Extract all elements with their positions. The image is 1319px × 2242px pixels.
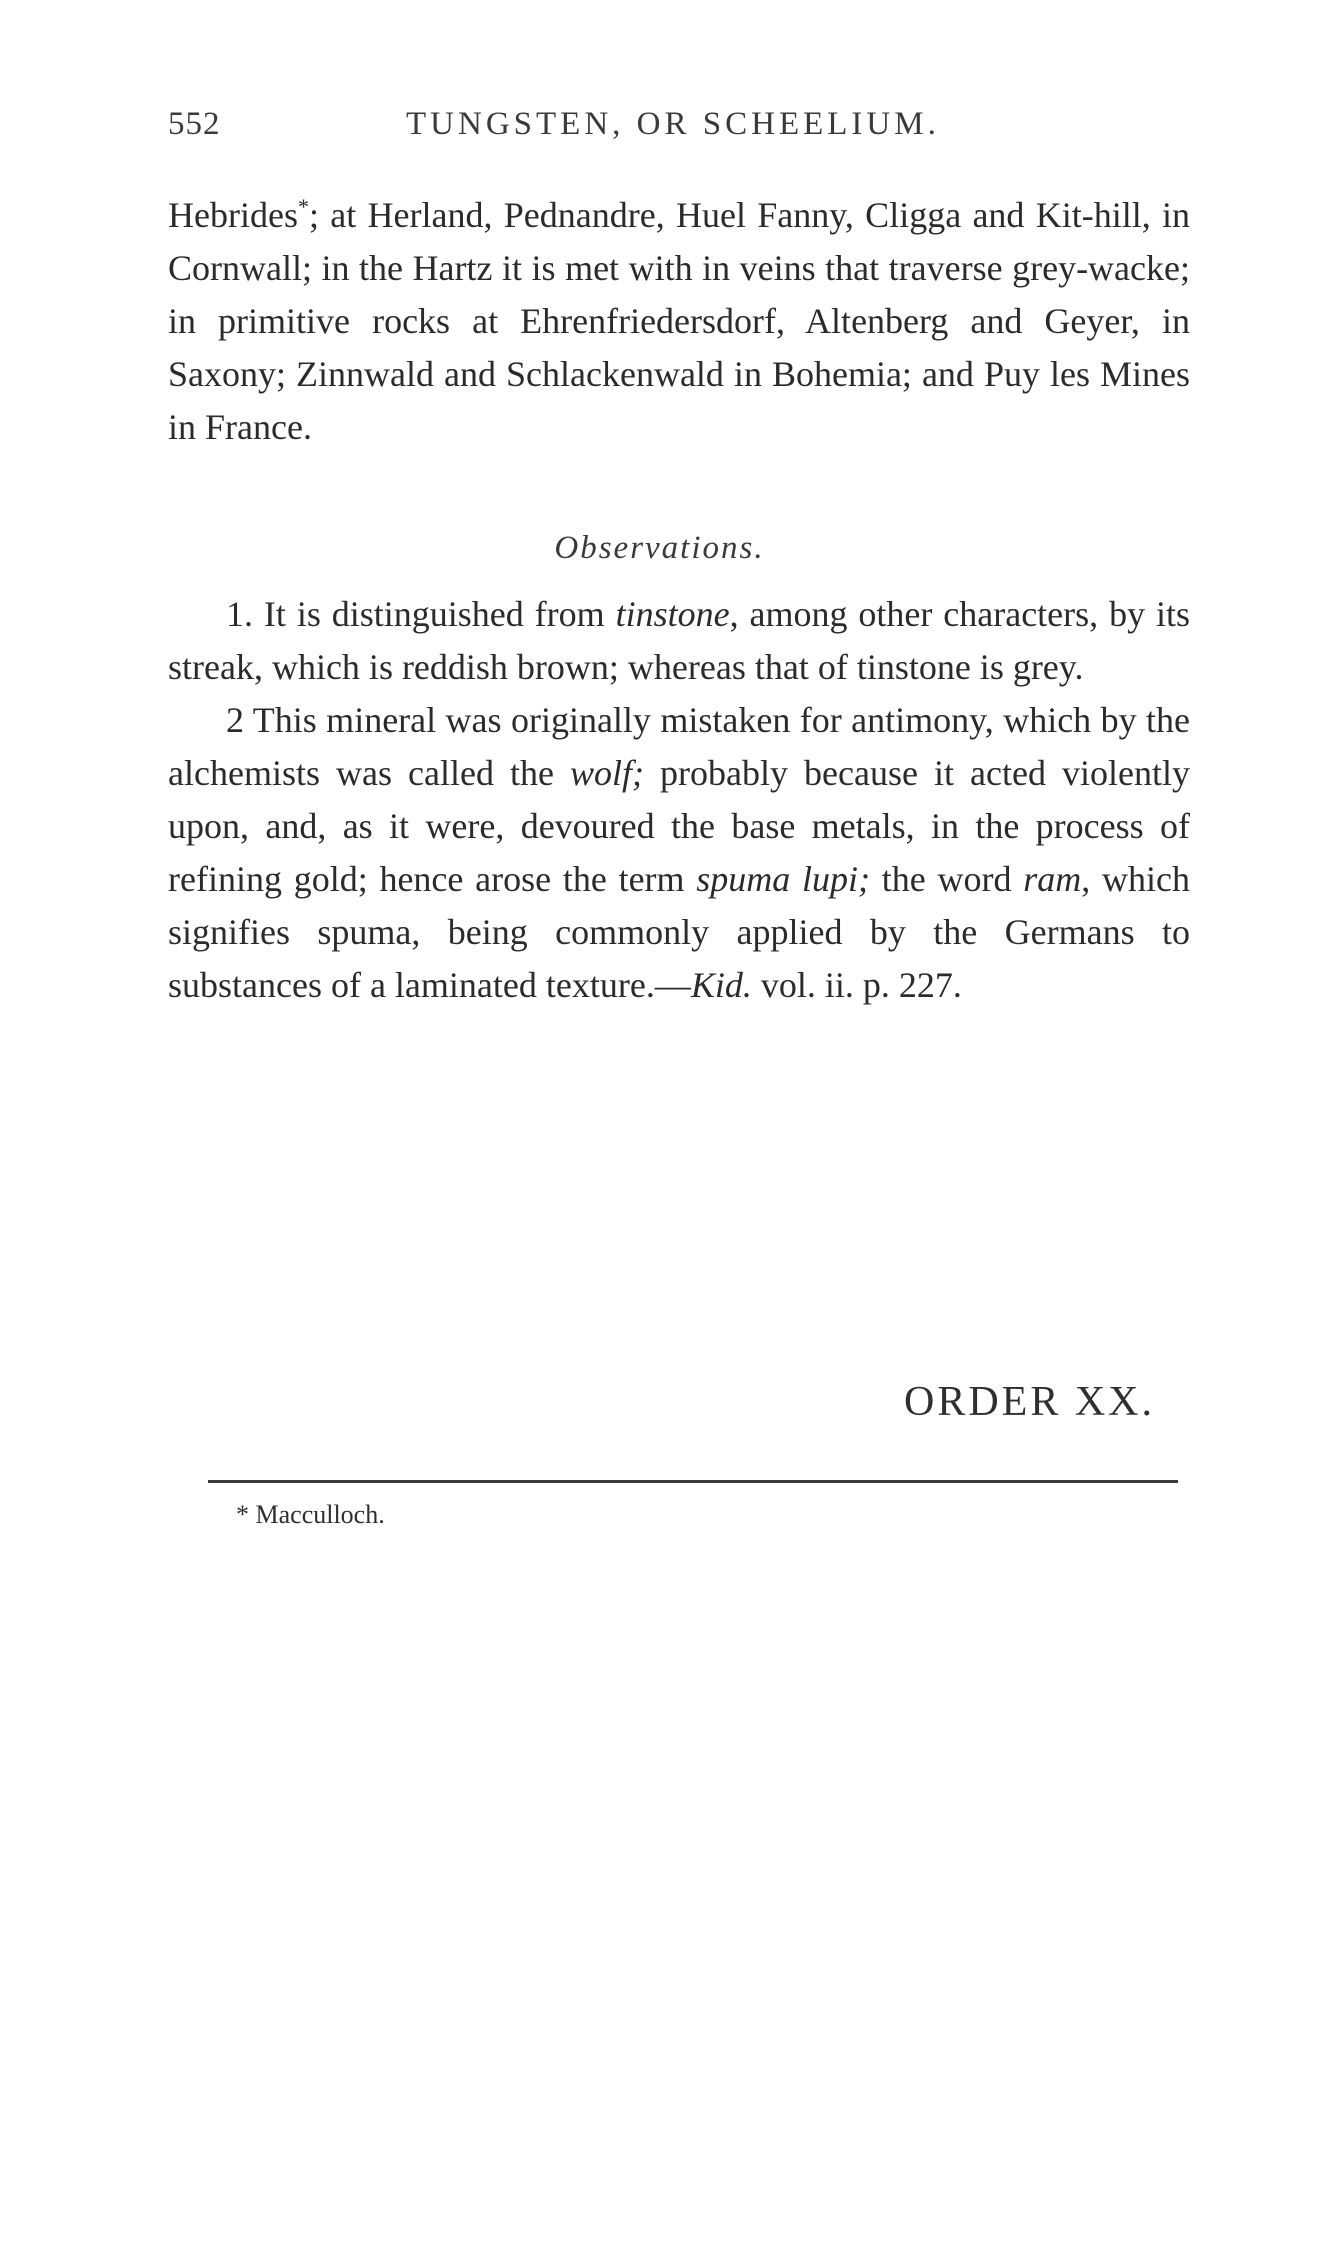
paragraph-text-b: ; at Herland, Pednandre, Huel Fanny, Cligga and Kit-hill, in Cornwall; in the Hartz it is met with in veins that traverse grey-wacke; in primitive rocks at Ehrenfriedersdorf, Altenberg and Geyer, in Saxony; Zinnwald and Schlackenwald in Bohemia; and Puy les Mines in France.: [168, 195, 1190, 447]
order-heading: ORDER XX.: [904, 1379, 1156, 1425]
obs2-mid3: , which signifies spuma, being commonly applied by the Germans to substances of a laminated texture.—: [168, 859, 1191, 1005]
footnote-reference: *: [297, 194, 309, 219]
obs2-lead: 2 This mineral was originally mistaken for antimony, which by the alchemists was called the: [168, 700, 1190, 793]
obs2-mid1: probably because it acted violently upon, and, as it were, devoured the base metals, in the process of refining gold; hence arose the term: [168, 753, 1190, 899]
obs2-italic-kid: Kid.: [690, 965, 752, 1005]
observations-heading: Observations.: [554, 530, 765, 566]
obs2-end: vol. ii. p. 227.: [751, 965, 962, 1005]
paragraph-text-a: Hebrides: [168, 195, 298, 235]
page-header: [168, 106, 1188, 156]
footnote-mark: *: [236, 1500, 249, 1529]
obs1-lead: 1. It is distinguished from: [226, 594, 616, 634]
observation-item-2: [168, 694, 1190, 1012]
obs2-italic-spuma: spuma lupi;: [696, 859, 871, 899]
obs2-italic-ram: ram: [1023, 859, 1082, 899]
obs1-italic: tinstone: [615, 594, 730, 634]
observations-section: [168, 588, 1190, 1012]
obs1-rest: , among other characters, by its streak, which is reddish brown; whereas that of tinstone is grey.: [168, 594, 1191, 687]
running-head: TUNGSTEN, OR SCHEELIUM.: [406, 106, 940, 142]
footnote-rule: [208, 1480, 1178, 1483]
footnote-text: Macculloch.: [255, 1500, 385, 1529]
obs2-italic-wolf: wolf;: [570, 753, 645, 793]
observation-item-1: [168, 588, 1190, 694]
obs2-mid2: the word: [870, 859, 1024, 899]
page-number: 552: [168, 106, 221, 142]
footnote: [236, 1500, 385, 1530]
paragraph-localities: [168, 180, 1190, 454]
